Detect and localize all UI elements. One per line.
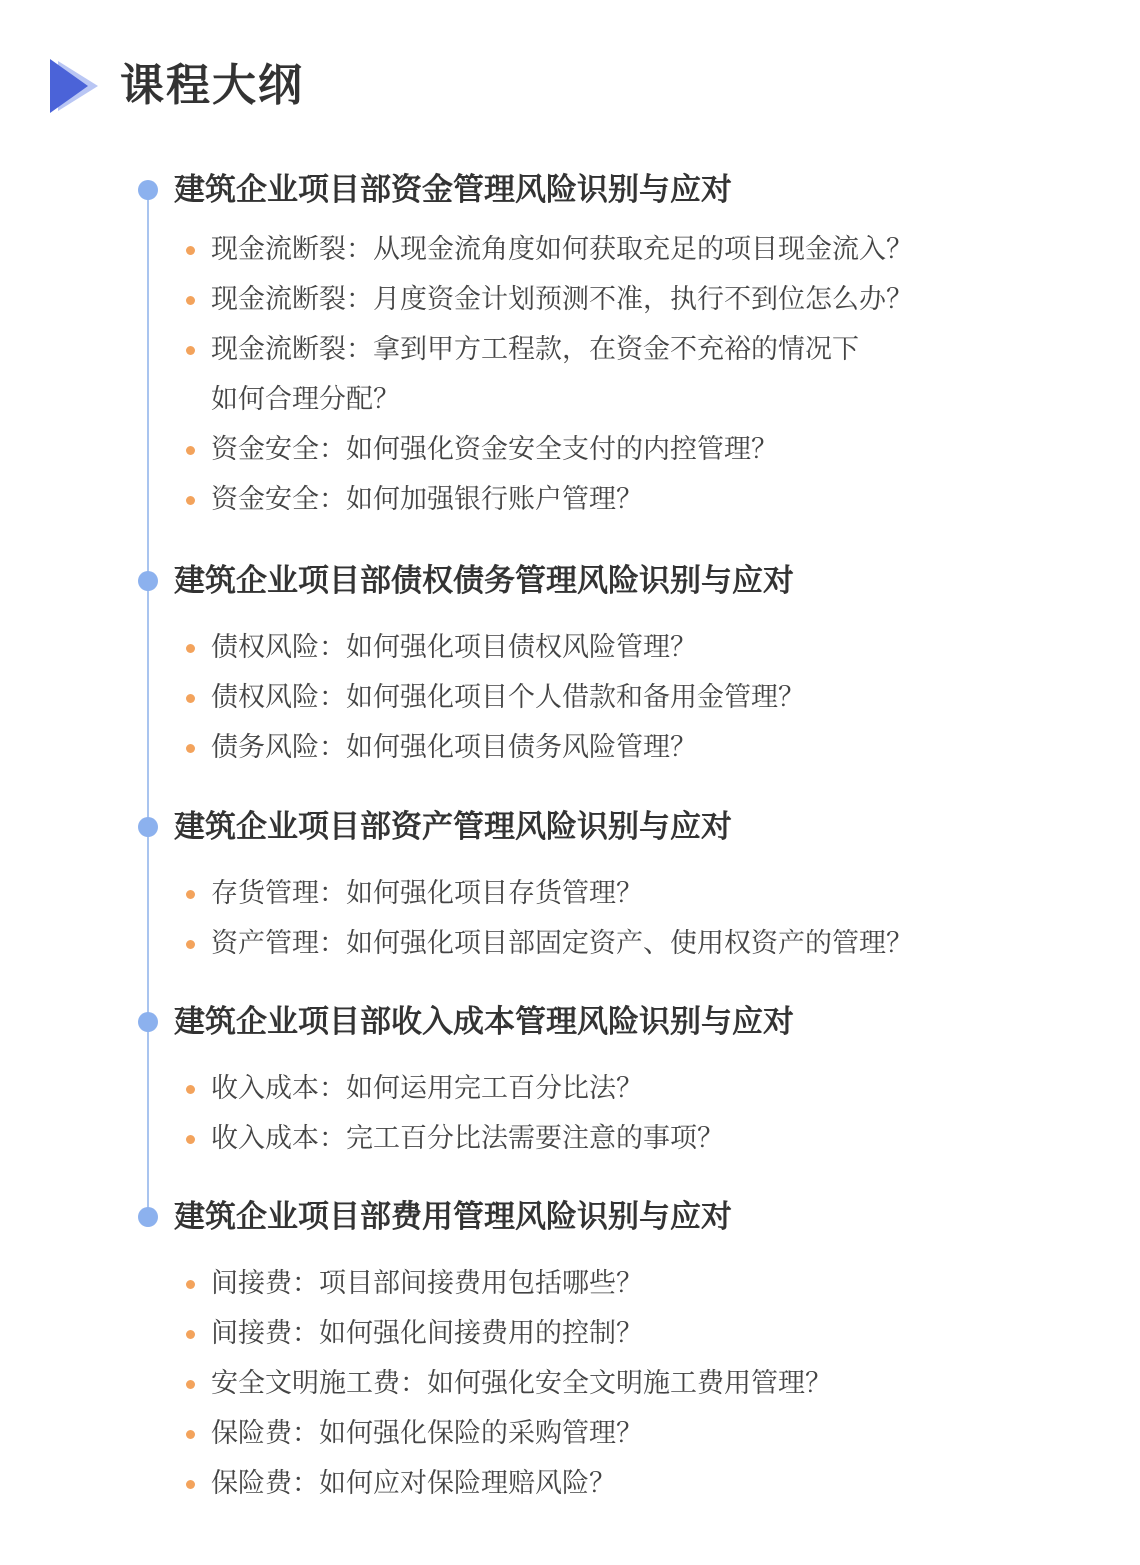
bullet-dot-icon xyxy=(186,744,195,753)
list-item-text: 间接费：项目部间接费用包括哪些？ xyxy=(211,1268,643,1299)
list-item xyxy=(186,869,1086,919)
list-item xyxy=(186,425,1086,475)
list-item-text: 债务风险：如何强化项目债务风险管理？ xyxy=(211,732,697,763)
list-item xyxy=(186,1359,1086,1409)
list-item-text: 收入成本：完工百分比法需要注意的事项？ xyxy=(211,1123,724,1154)
list-item xyxy=(186,325,1086,425)
page-header xyxy=(48,56,304,116)
list-item-text: 债权风险：如何强化项目债权风险管理？ xyxy=(211,632,697,663)
list-item xyxy=(186,1114,1086,1164)
bullet-dot-icon xyxy=(186,644,195,653)
list-item xyxy=(186,1409,1086,1459)
section-title: 建筑企业项目部资产管理风险识别与应对 xyxy=(174,809,732,845)
list-item xyxy=(186,723,1086,773)
list-item xyxy=(186,1064,1086,1114)
bullet-list xyxy=(186,623,1086,773)
bullet-list xyxy=(186,1064,1086,1164)
list-item xyxy=(186,623,1086,673)
bullet-dot-icon xyxy=(186,890,195,899)
list-item-text: 收入成本：如何运用完工百分比法？ xyxy=(211,1073,643,1104)
list-item xyxy=(186,919,1086,969)
list-item-text: 现金流断裂：从现金流角度如何获取充足的项目现金流入？ xyxy=(211,234,913,265)
list-item xyxy=(186,673,1086,723)
bullet-list xyxy=(186,225,1086,525)
list-item-text: 现金流断裂：月度资金计划预测不准，执行不到位怎么办？ xyxy=(211,284,913,315)
list-item-text: 安全文明施工费：如何强化安全文明施工费用管理？ xyxy=(211,1368,832,1399)
bullet-dot-icon xyxy=(186,1480,195,1489)
list-item xyxy=(186,475,1086,525)
bullet-dot-icon xyxy=(186,296,195,305)
list-item-text: 资金安全：如何加强银行账户管理？ xyxy=(211,484,643,515)
list-item xyxy=(186,1309,1086,1359)
bullet-dot-icon xyxy=(186,446,195,455)
bullet-dot-icon xyxy=(186,1135,195,1144)
bullet-dot-icon xyxy=(186,1380,195,1389)
timeline-dot xyxy=(138,180,158,200)
list-item-text: 资产管理：如何强化项目部固定资产、使用权资产的管理？ xyxy=(211,928,913,959)
bullet-dot-icon xyxy=(186,1085,195,1094)
list-item xyxy=(186,1459,1086,1509)
section-title: 建筑企业项目部费用管理风险识别与应对 xyxy=(174,1199,732,1235)
timeline-dot xyxy=(138,571,158,591)
bullet-list xyxy=(186,1259,1086,1509)
bullet-dot-icon xyxy=(186,1280,195,1289)
section-title: 建筑企业项目部收入成本管理风险识别与应对 xyxy=(174,1004,794,1040)
play-icon xyxy=(48,57,100,115)
bullet-dot-icon xyxy=(186,940,195,949)
list-item-text: 资金安全：如何强化资金安全支付的内控管理？ xyxy=(211,434,778,465)
page-title: 课程大纲 xyxy=(120,60,304,111)
bullet-dot-icon xyxy=(186,346,195,355)
list-item-text: 保险费：如何强化保险的采购管理？ xyxy=(211,1418,643,1449)
bullet-dot-icon xyxy=(186,694,195,703)
timeline-dot xyxy=(138,1012,158,1032)
section-title: 建筑企业项目部资金管理风险识别与应对 xyxy=(174,172,732,208)
list-item xyxy=(186,225,1086,275)
section-title: 建筑企业项目部债权债务管理风险识别与应对 xyxy=(174,563,794,599)
timeline-dot xyxy=(138,1207,158,1227)
list-item xyxy=(186,1259,1086,1309)
bullet-dot-icon xyxy=(186,246,195,255)
list-item-text: 间接费：如何强化间接费用的控制？ xyxy=(211,1318,643,1349)
bullet-dot-icon xyxy=(186,496,195,505)
timeline-dot xyxy=(138,817,158,837)
list-item-text: 债权风险：如何强化项目个人借款和备用金管理？ xyxy=(211,682,805,713)
list-item xyxy=(186,275,1086,325)
bullet-list xyxy=(186,869,1086,969)
list-item-text: 存货管理：如何强化项目存货管理？ xyxy=(211,878,643,909)
list-item-text: 现金流断裂：拿到甲方工程款，在资金不充裕的情况下 如何合理分配？ xyxy=(211,334,859,415)
bullet-dot-icon xyxy=(186,1330,195,1339)
timeline-line xyxy=(147,190,149,1218)
bullet-dot-icon xyxy=(186,1430,195,1439)
list-item-text: 保险费：如何应对保险理赔风险？ xyxy=(211,1468,616,1499)
